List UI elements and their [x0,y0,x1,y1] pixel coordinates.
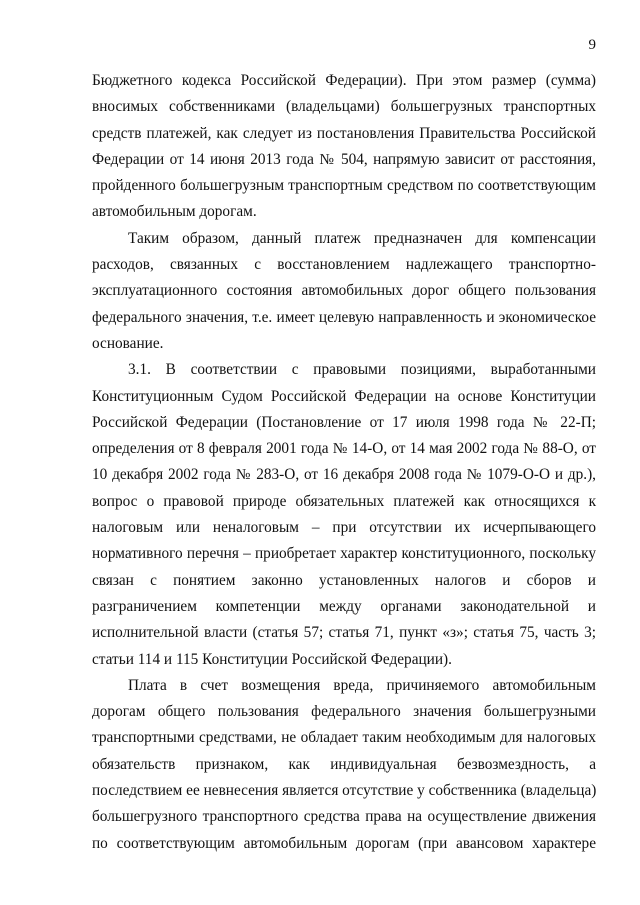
text-line: определения от 8 февраля 2001 года № 14-О, от 14 мая 2002 года № 88-О, от [92,440,596,458]
paragraph [92,673,596,857]
text-line: налоговым или неналоговым – при отсутствии их исчерпывающего [92,519,596,537]
text-line: 10 декабря 2002 года № 283-О, от 16 декабря 2008 года № 1079-О-О и др.), [92,466,596,484]
text-line: пройденного большегрузным транспортным средством по соответствующим [92,177,596,195]
text-line: исполнительной власти (статья 57; статья 71, пункт «з»; статья 75, часть 3; [92,624,596,642]
text-line: 3.1. В соответствии с правовыми позициями, выработанными [128,361,596,379]
paragraph [92,68,596,226]
text-line: вносимых собственниками (владельцами) большегрузных транспортных [92,98,596,116]
paragraph [92,357,596,673]
text-line: Бюджетного кодекса Российской Федерации). При этом размер (сумма) [92,72,596,89]
text-line: последствием ее невнесения является отсутствие у собственника (владельца) [92,782,597,800]
text-line: Плата в счет возмещения вреда, причиняемого автомобильным [128,676,596,694]
text-line: связан с понятием законно установленных налогов и сборов и [92,571,596,589]
text-line: федерального значения, т.е. имеет целевую направленность и экономическое [92,308,596,326]
text-line: вопрос о правовой природе обязательных платежей как относящихся к [92,492,596,510]
text-line: основание. [92,334,164,352]
text-line: нормативного перечня – приобретает характер конституционного, поскольку [92,545,596,563]
text-line: эксплуатационного состояния автомобильных дорог общего пользования [92,282,596,300]
text-line: автомобильным дорогам. [92,203,257,221]
text-line: Таким образом, данный платеж предназначен для компенсации [128,229,596,247]
paragraph [92,226,596,357]
document-body [92,68,596,857]
text-line: Российской Федерации (Постановление от 17 июля 1998 года № 22-П; [92,413,596,431]
text-line: Федерации от 14 июня 2013 года № 504, напрямую зависит от расстояния, [92,150,596,168]
text-line: дорогам общего пользования федерального значения большегрузными [92,703,596,721]
text-line: средств платежей, как следует из постановления Правительства Российской [92,124,596,142]
text-line: по соответствующим автомобильным дорогам (при авансовом характере [92,834,596,852]
text-line: Конституционным Судом Российской Федерации на основе Конституции [92,387,596,405]
text-line: обязательств признаком, как индивидуальная безвозмездность, а [92,755,596,773]
text-line: расходов, связанных с восстановлением надлежащего транспортно- [92,256,596,274]
text-line: транспортными средствами, не обладает таким необходимым для налоговых [92,729,596,747]
text-line: статьи 114 и 115 Конституции Российской Федерации). [92,650,452,668]
text-line: разграничением компетенции между органами законодательной и [92,597,596,615]
text-line: большегрузного транспортного средства права на осуществление движения [92,808,596,826]
page-number: 9 [588,37,596,53]
